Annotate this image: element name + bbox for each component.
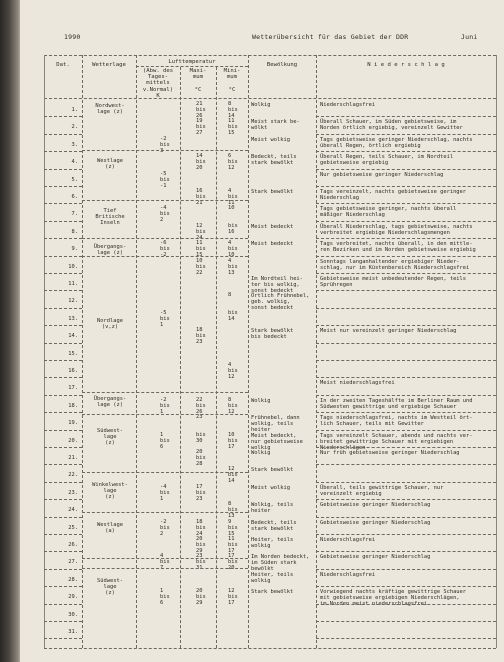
cloud-cover: Stark bewölkt bis bedeckt <box>251 328 294 341</box>
day-number: 14. <box>68 333 78 340</box>
day-number: 17. <box>68 385 78 392</box>
precipitation: Überall, teils gewittrige Schauer, nur vereinzelt ergiebig <box>320 484 444 497</box>
precipitation: Niederschlagsfrei <box>320 571 376 578</box>
day-number: 25. <box>68 524 78 531</box>
row-divider <box>316 256 496 257</box>
day-number: 4. <box>71 159 78 166</box>
row-divider <box>316 343 496 344</box>
temp-anomaly: 4 bis 7 <box>160 553 170 572</box>
row-divider <box>44 464 82 465</box>
precipitation: Nur früh gebietsweise geringer Niederschlag <box>320 450 460 456</box>
temp-max: 16 bis 21 <box>196 188 206 206</box>
temp-max: 19 bis 27 <box>196 118 206 137</box>
cloud-cover: Wolkig <box>251 397 271 404</box>
weather-type-label: Westlage (a) <box>97 522 123 534</box>
row-divider <box>44 116 82 117</box>
group-divider <box>82 256 248 257</box>
row-divider <box>316 534 496 535</box>
cloud-cover: Bedeckt, teils stark bewölkt <box>251 154 297 167</box>
cloud-cover: Meist bedeckt <box>251 223 294 230</box>
weather-type-label: Übergangs- lage (z) <box>93 396 127 408</box>
cloud-cover: Im Norden bedeckt, im Süden stark bewölkt <box>251 554 310 573</box>
row-divider <box>316 412 496 413</box>
group-divider <box>82 238 248 239</box>
precipitation: Niederschlagsfrei <box>320 102 376 108</box>
temp-anomaly: -2 bis 2 <box>160 518 170 537</box>
row-divider <box>44 482 82 483</box>
temp-min: 10 bis 17 <box>228 431 238 450</box>
day-number: 3. <box>71 141 78 148</box>
document-page <box>20 0 504 662</box>
row-divider <box>316 221 496 222</box>
temp-max: 10 bis 22 <box>196 257 206 276</box>
row-divider <box>44 186 82 187</box>
temp-anomaly: -4 bis 2 <box>160 205 170 224</box>
header-bottom-rule <box>44 98 496 99</box>
temp-min: 12 bis 14 <box>228 466 238 485</box>
day-number: 26. <box>68 542 78 548</box>
temp-anomaly: -2 bis 3 <box>160 135 170 154</box>
temp-min: 6 bis 12 <box>228 153 238 172</box>
row-divider <box>316 517 496 518</box>
precipitation: Gebietsweise geringer Niederschlag <box>320 519 431 526</box>
day-number: 15. <box>68 350 78 357</box>
table-left-border <box>44 55 45 648</box>
header-min: Mini- mum °C <box>223 68 241 93</box>
temp-anomaly: -5 bis -1 <box>160 170 170 189</box>
cloud-cover: Stark bewölkt <box>251 189 294 195</box>
temp-anomaly: -4 bis 1 <box>160 483 170 502</box>
weather-type-label: Westlage (z) <box>97 158 123 170</box>
day-number: 7. <box>71 211 78 218</box>
precipitation: Niederschlagsfrei <box>320 537 376 543</box>
temp-max: 23 <box>196 414 203 421</box>
header-anomaly: (Abw. des Tages- mittels v.Normal) K <box>142 68 174 99</box>
header-precip: N i e d e r s c h l a g <box>367 62 445 68</box>
cloud-cover: Meist stark be- wölkt <box>251 119 300 132</box>
page-year: 1990 <box>64 33 81 41</box>
cloud-cover: Heiter, teils wolkig <box>251 537 294 549</box>
temp-max: 18 bis 24 <box>196 518 206 537</box>
row-divider <box>44 377 82 378</box>
row-divider <box>316 360 496 361</box>
temp-min: 4 bis 11 <box>228 188 238 206</box>
page-title: Wetterübersicht für das Gebiet der DDR <box>252 33 409 41</box>
col-divider-temp <box>248 55 249 648</box>
temp-max: 11 bis 15 <box>196 240 206 259</box>
row-divider <box>44 360 82 361</box>
precipitation: Überall Regen, teils Schauer, im Nordteil gebietsweise ergiebig <box>320 154 454 167</box>
temp-max: 14 bis 20 <box>196 153 206 172</box>
day-number: 27. <box>68 559 78 566</box>
cloud-cover: Örtlich Frühnebel, geb. wolkig, sonst bedeckt <box>251 293 310 312</box>
row-divider <box>44 395 82 396</box>
day-number: 6. <box>71 194 78 200</box>
temp-max: 21 bis 26 <box>196 101 206 119</box>
cloud-cover: Meist wolkig <box>251 136 290 143</box>
precipitation: Gebietsweise geringer Niederschlag <box>320 554 431 561</box>
temp-anomaly: 1 bis 6 <box>160 431 170 450</box>
row-divider <box>44 551 82 552</box>
day-number: 30. <box>68 611 78 618</box>
precipitation: Nur gebietsweise geringer Niederschlag <box>320 171 444 178</box>
row-divider <box>316 273 496 274</box>
temp-min: 8 bis 14 <box>228 101 238 119</box>
cloud-cover: Bedeckt, teils stark bewölkt <box>251 519 297 532</box>
temp-max: 12 bis 24 <box>196 222 206 241</box>
row-divider <box>316 430 496 431</box>
precipitation: Überall Schauer, im Süden gebietsweise, im Norden örtlich ergiebig, vereinzelt Gewitter <box>320 119 463 132</box>
temp-min: 11 bis 17 <box>228 536 238 554</box>
row-divider <box>44 604 82 605</box>
row-divider <box>316 499 496 500</box>
row-divider <box>316 604 496 605</box>
header-day: Dat. <box>56 62 70 68</box>
temp-min: 17 bis 20 <box>228 553 238 572</box>
row-divider <box>44 638 82 639</box>
row-divider <box>316 203 496 204</box>
row-divider <box>316 134 496 135</box>
table-bottom-rule <box>44 648 496 649</box>
temp-min: 8 bis 12 <box>228 396 238 415</box>
row-divider <box>316 290 496 291</box>
precipitation: Überall Niederschlag, tags gebietsweise, nachts verbreitet ergiebige Niederschlagsmengen <box>320 223 473 236</box>
temp-max: 20 bis 29 <box>196 536 206 554</box>
row-divider <box>316 638 496 639</box>
day-number: 28. <box>68 576 78 583</box>
day-number: 24. <box>68 507 78 514</box>
day-number: 19. <box>68 420 78 427</box>
row-divider <box>44 412 82 413</box>
cloud-cover: Wolkig <box>251 450 271 456</box>
day-number: 13. <box>68 315 78 322</box>
temp-anomaly: -5 bis 1 <box>160 309 170 328</box>
day-number: 21. <box>68 455 78 461</box>
row-divider <box>44 256 82 257</box>
row-divider <box>44 308 82 309</box>
cloud-cover: Stark bewölkt <box>251 589 294 596</box>
temp-max: 20 bis 28 <box>196 449 206 467</box>
book-binding <box>0 0 22 662</box>
row-divider <box>316 169 496 170</box>
temp-min: 10 <box>228 205 235 212</box>
weather-type-label: Nordlage (v,z) <box>97 318 123 330</box>
cloud-cover: Wolkig <box>251 102 271 108</box>
temp-min: 4 bis 12 <box>228 362 238 380</box>
row-divider <box>44 290 82 291</box>
row-divider <box>316 325 496 326</box>
weather-type-label: Übergangs- lage (z) <box>93 244 127 256</box>
day-number: 9. <box>71 246 78 253</box>
cloud-cover: Wolkig, teils heiter <box>251 502 294 515</box>
precipitation: Tags gebietsweise geringer Niederschlag, nachts überall Regen, örtlich ergiebig <box>320 136 473 149</box>
temp-max: 22 bis 26 <box>196 396 206 415</box>
temp-max: 17 bis 23 <box>196 483 206 502</box>
row-divider <box>44 517 82 518</box>
weather-type-label: Südwest- lage (z) <box>97 578 123 596</box>
row-divider <box>44 621 82 622</box>
row-divider <box>44 586 82 587</box>
day-number: 23. <box>68 489 78 496</box>
temp-min: 11 bis 15 <box>228 118 238 137</box>
precipitation: Tags vereinzelt Schauer, abends und nachts ver- breitet gewittrige Schauer mit ergiebigen Niederschlägen <box>320 432 473 451</box>
row-divider <box>316 569 496 570</box>
precipitation: Vorwiegend nachts kräftige gewittrige Schauer mit gebietsweise ergiebigen Niederschlägen, im Norden meist niederschlagsfrei <box>320 589 467 608</box>
col-divider-weather <box>136 55 137 648</box>
header-air-temp: Lufttemperatur <box>168 59 216 65</box>
day-number: 8. <box>71 228 78 235</box>
col-divider-max <box>216 67 217 648</box>
group-divider <box>82 558 248 559</box>
temp-min: 8 bis 13 <box>228 501 238 520</box>
row-divider <box>44 238 82 239</box>
row-divider <box>44 343 82 344</box>
col-divider-day <box>82 55 83 648</box>
row-divider <box>44 430 82 431</box>
header-max: Maxi- mum °C <box>189 68 207 93</box>
cloud-cover: Meist bedeckt, nur gebietsweise wolkig <box>251 432 303 451</box>
group-divider <box>82 512 248 513</box>
row-divider <box>44 447 82 448</box>
row-divider <box>316 482 496 483</box>
temp-anomaly: 1 bis 6 <box>160 588 170 607</box>
precipitation: Meist niederschlagsfrei <box>320 380 395 387</box>
temp-anomaly: -2 bis 1 <box>160 396 170 415</box>
precipitation: Gebietsweise meist unbedeutender Regen, teils Sprühregen <box>320 276 467 288</box>
precipitation: Tags niederschlagsfrei, nachts im Westteil ört- lich Schauer, teils mit Gewitter <box>320 415 473 428</box>
row-divider <box>44 221 82 222</box>
row-divider <box>316 447 496 448</box>
row-divider <box>316 464 496 465</box>
temp-min: 9 bis 15 <box>228 518 238 537</box>
table-top-rule <box>44 55 496 56</box>
day-number: 22. <box>68 472 78 479</box>
day-number: 29. <box>68 594 78 601</box>
row-divider <box>316 551 496 552</box>
row-divider <box>316 621 496 622</box>
day-number: 16. <box>68 368 78 374</box>
row-divider <box>44 151 82 152</box>
row-divider <box>316 186 496 187</box>
temp-max: 23 bis 31 <box>196 553 206 572</box>
row-divider <box>44 134 82 135</box>
row-divider <box>44 169 82 170</box>
day-number: 2. <box>71 124 78 131</box>
precipitation: In der zweiten Tageshälfte im Berliner Raum und Südwesten gewittrige und ergiebige Schauer <box>320 397 473 410</box>
group-divider <box>82 568 248 569</box>
row-divider <box>316 151 496 152</box>
temp-min: 8 <box>228 292 232 299</box>
cloud-cover: Frühnebel, dann wolkig, teils heiter <box>251 415 300 434</box>
weather-type-label: Nordwest- lage (z) <box>95 103 125 115</box>
temp-min: 4 bis 10 <box>228 240 238 259</box>
row-divider <box>316 238 496 239</box>
row-divider <box>44 534 82 535</box>
day-number: 20. <box>68 437 78 444</box>
temp-max: bis 30 <box>196 431 206 444</box>
group-divider <box>82 414 248 415</box>
row-divider <box>316 308 496 309</box>
group-divider <box>82 200 248 201</box>
temp-anomaly: -6 bis -2 <box>160 240 170 259</box>
weather-type-label: Winkelwest- lage (z) <box>92 482 128 500</box>
row-divider <box>44 499 82 500</box>
precipitation: Tags gebietsweise geringer, nachts überall mäßiger Niederschlag <box>320 206 457 219</box>
page-month: Juni <box>461 33 478 41</box>
group-divider <box>82 150 248 151</box>
temp-max: 20 bis 29 <box>196 588 206 607</box>
table-right-border <box>496 55 497 648</box>
header-cloud: Bewölkung <box>266 62 298 68</box>
temp-min: 12 bis 17 <box>228 588 238 607</box>
day-number: 12. <box>68 298 78 305</box>
temp-min: bis 14 <box>228 309 238 322</box>
col-divider-anomaly <box>180 67 181 648</box>
row-divider <box>44 203 82 204</box>
temp-max: 18 bis 23 <box>196 327 206 346</box>
cloud-cover: Meist bedeckt <box>251 241 294 248</box>
temp-min: 4 bis 13 <box>228 257 238 276</box>
day-number: 11. <box>68 281 78 287</box>
row-divider <box>316 395 496 396</box>
precipitation: Meist nur vereinzelt geringer Niederschlag <box>320 328 457 335</box>
header-weather-type: Wetterlage <box>92 62 126 68</box>
row-divider <box>316 116 496 117</box>
row-divider <box>44 325 82 326</box>
temp-min: bis 16 <box>228 222 238 235</box>
precipitation: Gebietsweise geringer Niederschlag <box>320 502 431 509</box>
day-number: 5. <box>71 176 78 183</box>
group-divider <box>82 472 248 473</box>
row-divider <box>44 273 82 274</box>
day-number: 18. <box>68 402 78 409</box>
weather-type-label: Südwest- lage (z) <box>97 428 123 446</box>
cloud-cover: Meist wolkig <box>251 484 290 491</box>
precipitation: Tags vereinzelt, nachts gebietsweise geringer Niederschlag <box>320 189 467 201</box>
precipitation: Sonntags langanhaltender ergiebiger Nieder- schlag, nur im Küstenbereich Niederschlagsfrei <box>320 258 470 271</box>
row-divider <box>316 586 496 587</box>
day-number: 31. <box>68 629 78 635</box>
col-divider-cloud <box>316 55 317 648</box>
cloud-cover: Im Nordteil hei- ter bis wolkig, sonst bedeckt <box>251 276 303 294</box>
weather-type-label: Tief Britische Inseln <box>95 208 125 226</box>
day-number: 10. <box>68 263 78 270</box>
cloud-cover: Stark bewölkt <box>251 467 294 474</box>
row-divider <box>44 569 82 570</box>
group-divider <box>82 392 248 393</box>
temp-subheader-rule <box>136 66 248 67</box>
cloud-cover: Heiter, teils wolkig <box>251 571 294 584</box>
day-number: 1. <box>71 107 78 113</box>
row-divider <box>316 377 496 378</box>
precipitation: Tags verbreitet, nachts überall, in den mittle- ren Bezirken und im Norden gebietsweise ergiebig <box>320 241 476 254</box>
